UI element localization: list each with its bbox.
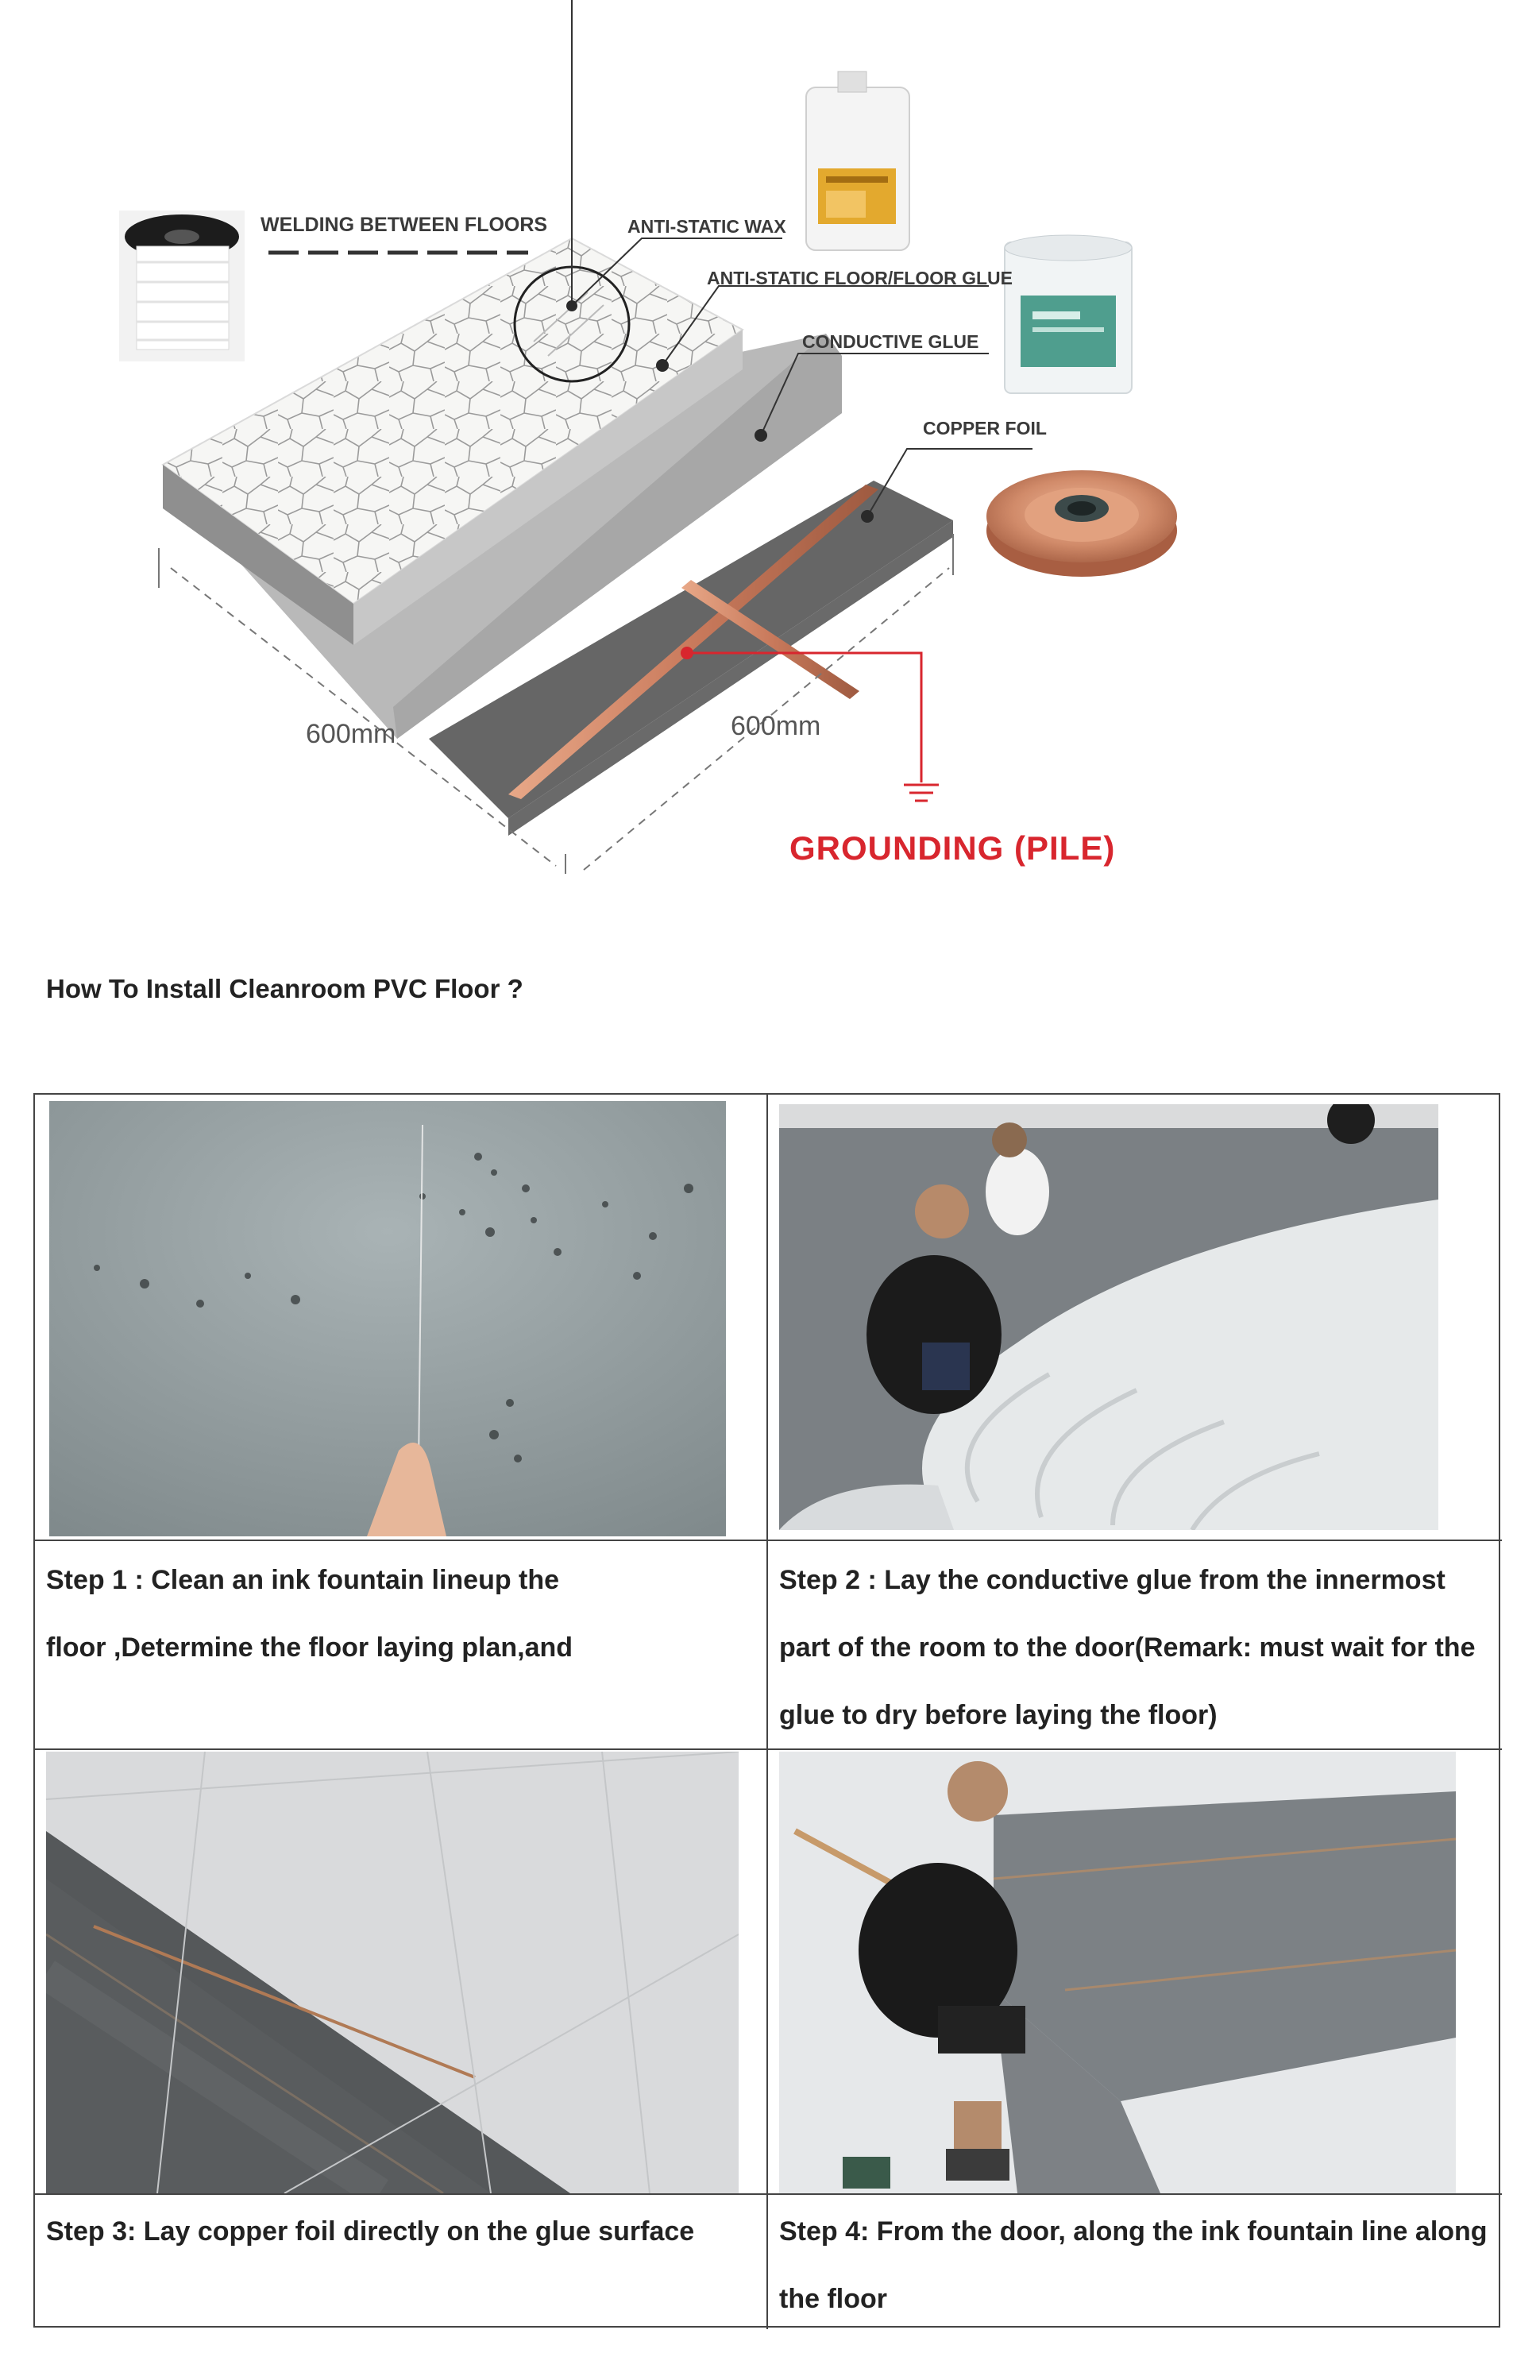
conductive-glue-label: CONDUCTIVE GLUE — [802, 331, 979, 352]
copper-foil-roll-image — [986, 470, 1177, 577]
step-2-photo — [779, 1104, 1438, 1530]
step-4-photo — [779, 1752, 1456, 2193]
conductive-glue-pointer-dot — [755, 429, 767, 442]
grounding-point-icon — [681, 647, 693, 659]
welding-rod-spool-image — [119, 211, 245, 361]
step-3-caption-cell — [35, 2195, 768, 2329]
step-2-caption: Step 2 : Lay the conductive glue from the innermost part of the room to the door(Remark: must wait for the glue to dry before laying the floor) — [779, 1565, 1476, 1730]
copper-foil-label: COPPER FOIL — [923, 418, 1047, 439]
step-4-caption-cell — [768, 2195, 1502, 2329]
floor-glue-label: ANTI-STATIC FLOOR/FLOOR GLUE — [707, 268, 1013, 288]
grounding-label: GROUNDING (PILE) — [789, 829, 1116, 867]
floor-layer-stack — [163, 238, 953, 836]
step-3-photo-cell — [35, 1750, 768, 2195]
welding-label: WELDING BETWEEN FLOORS — [261, 214, 548, 236]
step-1-photo — [49, 1101, 726, 1536]
step-2-caption-cell — [768, 1541, 1502, 1750]
floor-glue-pointer-dot — [656, 359, 669, 372]
step-4-caption: Step 4: From the door, along the ink fountain line along the floor — [779, 2216, 1488, 2314]
step-4-photo-cell — [768, 1750, 1502, 2195]
wax-label: ANTI-STATIC WAX — [627, 216, 786, 237]
anti-static-wax-bottle-image — [806, 71, 909, 250]
step-1-caption: Step 1 : Clean an ink fountain lineup the floor ,Determine the floor laying plan,and — [46, 1565, 573, 1663]
dimension-right-label: 600mm — [731, 711, 821, 741]
dimension-left-label: 600mm — [306, 719, 396, 749]
floor-glue-bucket-image — [1005, 235, 1132, 393]
install-steps-table — [33, 1093, 1500, 2328]
wax-pointer-dot — [566, 300, 577, 311]
step-1-caption-cell — [35, 1541, 768, 1750]
step-2-photo-cell — [768, 1095, 1502, 1541]
step-3-caption: Step 3: Lay copper foil directly on the glue surface — [46, 2216, 695, 2247]
floor-layer-diagram — [0, 0, 1540, 921]
step-1-photo-cell — [35, 1095, 768, 1541]
step-3-photo — [46, 1752, 739, 2193]
copper-foil-pointer-dot — [861, 510, 874, 523]
page-heading: How To Install Cleanroom PVC Floor ? — [46, 974, 523, 1003]
